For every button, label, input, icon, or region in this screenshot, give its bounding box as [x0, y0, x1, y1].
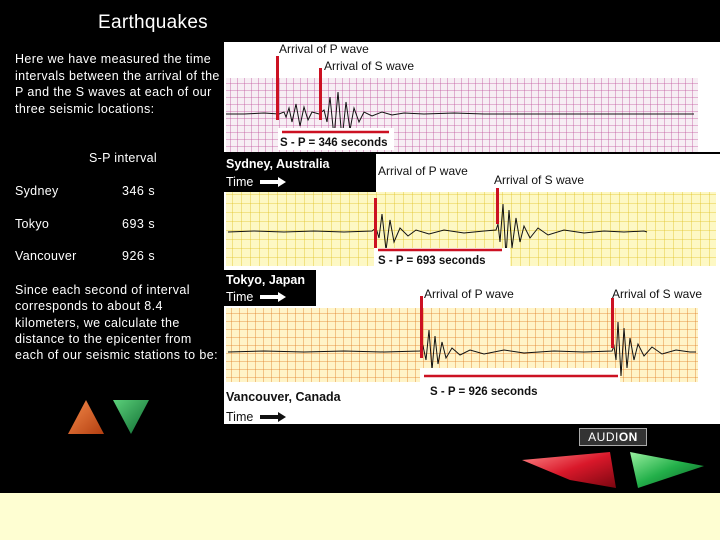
p-label-vancouver: Arrival of P wave — [424, 287, 514, 301]
interval-label-tokyo: S - P = 693 seconds — [378, 255, 486, 267]
intro-text: Here we have measured the time intervals between the arrival of the P and the S waves at each of our three seismic locations: — [15, 52, 220, 116]
p-marker-vancouver — [420, 296, 423, 358]
time-arrow-icon — [260, 412, 286, 422]
s-label-sydney: Arrival of S wave — [324, 59, 415, 73]
interval-vancouver: 926 s — [122, 249, 156, 263]
page-title: Earthquakes — [98, 12, 208, 33]
interval-tokyo: 693 s — [122, 217, 156, 231]
p-marker-sydney — [276, 56, 279, 120]
forward-arrow-icon[interactable] — [628, 448, 708, 492]
p-label-tokyo: Arrival of P wave — [378, 164, 468, 178]
s-marker-sydney — [319, 68, 322, 120]
city-tokyo: Tokyo — [15, 217, 50, 231]
interval-heading: S-P interval — [89, 151, 157, 165]
footer-bar — [0, 493, 720, 540]
next-down-arrow-icon[interactable] — [111, 398, 151, 436]
audion-logo: AUDION — [579, 428, 647, 446]
station-tokyo: Tokyo, Japan — [226, 273, 305, 287]
time-label-vancouver: Time — [226, 410, 254, 424]
interval-sydney: 346 s — [122, 184, 156, 198]
back-arrow-icon[interactable] — [520, 448, 620, 492]
p-label-sydney: Arrival of P wave — [279, 42, 369, 56]
distance-explanation: Since each second of interval corresponds to about 8.4 kilometers, we calculate the distance to the epicenter from each of our seismic stations to be: — [15, 283, 218, 363]
station-vancouver: Vancouver, Canada — [226, 390, 341, 404]
s-label-tokyo: Arrival of S wave — [494, 173, 585, 187]
s-label-vancouver: Arrival of S wave — [612, 287, 703, 301]
interval-label-sydney: S - P = 346 seconds — [280, 137, 388, 149]
previous-up-arrow-icon[interactable] — [66, 398, 106, 436]
station-sydney: Sydney, Australia — [226, 157, 330, 171]
interval-label-vancouver: S - P = 926 seconds — [430, 386, 538, 398]
s-marker-vancouver — [611, 298, 614, 348]
seismogram-panel — [224, 42, 720, 424]
city-vancouver: Vancouver — [15, 249, 77, 263]
s-marker-tokyo — [496, 188, 499, 224]
time-label-tokyo: Time — [226, 290, 254, 304]
city-sydney: Sydney — [15, 184, 59, 198]
time-label-sydney: Time — [226, 175, 254, 189]
